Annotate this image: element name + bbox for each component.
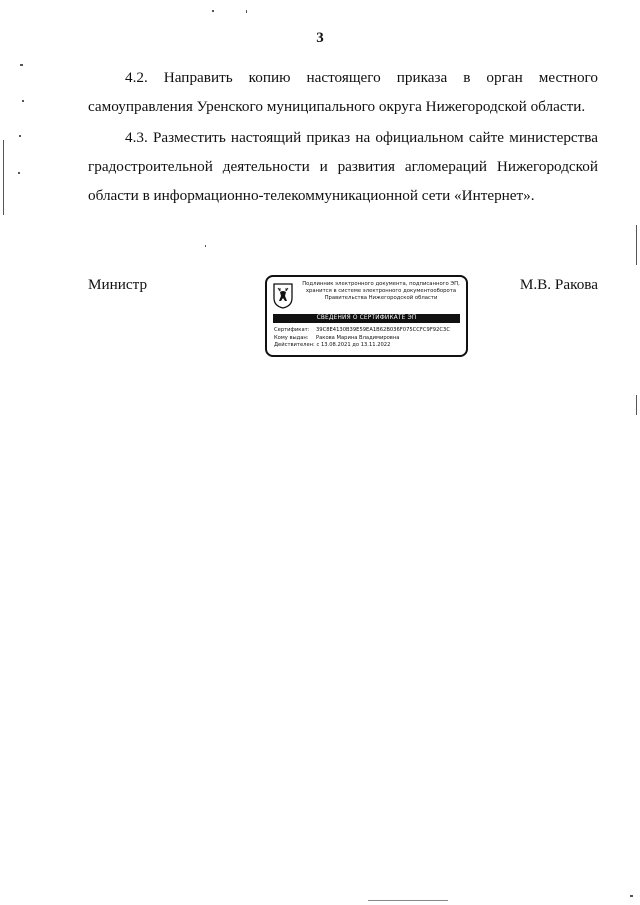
electronic-signature-stamp xyxy=(265,275,468,357)
scan-mark xyxy=(368,900,448,901)
stamp-certificate-bar: СВЕДЕНИЯ О СЕРТИФИКАТЕ ЭП xyxy=(273,314,460,323)
scan-mark xyxy=(636,395,637,415)
stamp-header-line-3: Правительства Нижегородской области xyxy=(324,295,438,301)
stamp-header-line-2: хранится в системе электронного документооборота xyxy=(305,288,457,294)
stamp-certificate-row xyxy=(274,327,464,335)
valid-label: Действителен: xyxy=(274,342,315,348)
stamp-issued-to-row xyxy=(274,335,464,343)
page-number: 3 xyxy=(316,30,324,46)
scan-mark xyxy=(636,225,637,265)
stamp-header xyxy=(297,281,465,302)
scan-mark xyxy=(212,10,214,12)
certificate-value: 39C8E4130B39E59EA1B62B036F075CCFC9F92C3C xyxy=(316,327,450,333)
scan-mark xyxy=(630,895,633,897)
nizhny-novgorod-deer-emblem-icon xyxy=(273,283,293,309)
paragraph-4-3 xyxy=(88,123,598,210)
stamp-details xyxy=(274,327,464,350)
paragraph-4-3-text: 4.3. Разместить настоящий приказ на официальном сайте министерства градостроительной деятельности и развития агломераций Нижегородской области в информационно-телекоммуникационной сети «Интернет». xyxy=(88,129,598,204)
signatory-title: Министр xyxy=(88,276,148,293)
issued-to-label: Кому выдан: xyxy=(274,334,309,341)
scan-mark xyxy=(205,245,206,247)
issued-to-value: Ракова Марина Владимировна xyxy=(316,334,400,341)
paragraph-4-2 xyxy=(88,63,598,121)
scan-mark xyxy=(18,172,20,174)
signatory-name: М.В. Ракова xyxy=(519,276,598,293)
scan-mark xyxy=(20,64,23,66)
scan-mark xyxy=(19,135,21,137)
scan-mark xyxy=(246,10,247,13)
scan-mark xyxy=(3,140,4,215)
paragraph-4-2-text: 4.2. Направить копию настоящего приказа в орган местного самоуправления Уренского муниципального округа Нижегородской области. xyxy=(88,69,598,115)
valid-value: с 13.08.2021 до 13.11.2022 xyxy=(316,342,391,348)
certificate-label: Сертификат: xyxy=(274,327,310,333)
stamp-header-line-1: Подлинник электронного документа, подписанного ЭП, xyxy=(302,281,460,287)
stamp-valid-row xyxy=(274,342,464,350)
scan-mark xyxy=(22,100,24,102)
